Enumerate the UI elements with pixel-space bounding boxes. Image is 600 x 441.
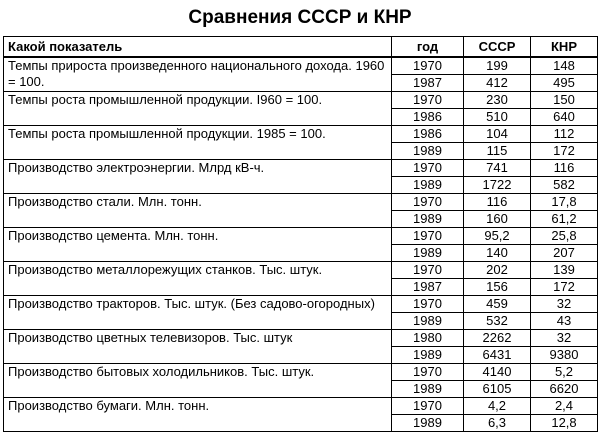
ussr-value-column — [464, 296, 531, 330]
year-cell: 1989 — [392, 210, 463, 227]
ussr-value-cell: 412 — [464, 74, 530, 91]
year-cell: 1970 — [413, 262, 442, 277]
year-column — [392, 364, 464, 398]
year-column — [392, 57, 464, 92]
prc-value-column — [531, 228, 598, 262]
header-indicator: Какой показатель — [4, 37, 392, 58]
comparison-table — [3, 36, 598, 432]
year-column — [392, 92, 464, 126]
prc-value-cell: 12,8 — [531, 414, 597, 431]
year-column — [392, 126, 464, 160]
ussr-value-column — [464, 330, 531, 364]
ussr-value-cell: 2262 — [482, 330, 512, 345]
ussr-value-cell: 202 — [486, 262, 508, 277]
table-body — [4, 57, 598, 432]
table-row — [4, 296, 598, 330]
prc-value-cell: 5,2 — [554, 364, 574, 379]
table-row — [4, 57, 598, 92]
prc-value-cell: 2,4 — [554, 398, 574, 413]
year-cell: 1989 — [392, 380, 463, 397]
year-cell: 1970 — [413, 398, 442, 413]
year-column — [392, 398, 464, 432]
prc-value-column — [531, 126, 598, 160]
indicator-cell: Темпы роста промышленной продукции. I960 = 100. — [4, 92, 392, 126]
prc-value-column — [531, 398, 598, 432]
ussr-value-column — [464, 194, 531, 228]
prc-value-cell: 640 — [531, 108, 597, 125]
table-row — [4, 126, 598, 160]
year-column — [392, 160, 464, 194]
table-row — [4, 330, 598, 364]
prc-value-cell: 61,2 — [531, 210, 597, 227]
prc-value-cell: 32 — [556, 296, 572, 311]
year-cell: 1970 — [413, 228, 442, 243]
ussr-value-cell: 140 — [464, 244, 530, 261]
table-row — [4, 398, 598, 432]
ussr-value-column — [464, 398, 531, 432]
year-cell: 1986 — [392, 108, 463, 125]
table-row — [4, 194, 598, 228]
year-cell: 1970 — [413, 92, 442, 107]
prc-value-column — [531, 92, 598, 126]
indicator-cell: Производство стали. Млн. тонн. — [4, 194, 392, 228]
indicator-cell: Производство бытовых холодильников. Тыс. штук. — [4, 364, 392, 398]
ussr-value-column — [464, 262, 531, 296]
ussr-value-column — [464, 126, 531, 160]
ussr-value-cell: 230 — [486, 92, 508, 107]
ussr-value-cell: 741 — [486, 160, 508, 175]
year-cell: 1989 — [392, 346, 463, 363]
table-row — [4, 364, 598, 398]
ussr-value-cell: 6,3 — [464, 414, 530, 431]
indicator-cell: Производство цемента. Млн. тонн. — [4, 228, 392, 262]
prc-value-column — [531, 160, 598, 194]
prc-value-cell: 139 — [553, 262, 575, 277]
header-prc: КНР — [531, 37, 598, 58]
ussr-value-cell: 160 — [464, 210, 530, 227]
ussr-value-column — [464, 228, 531, 262]
indicator-cell: Производство бумаги. Млн. тонн. — [4, 398, 392, 432]
prc-value-column — [531, 262, 598, 296]
year-column — [392, 194, 464, 228]
prc-value-cell: 116 — [553, 160, 575, 175]
ussr-value-column — [464, 92, 531, 126]
table-row — [4, 228, 598, 262]
prc-value-cell: 148 — [553, 58, 575, 73]
year-cell: 1970 — [413, 364, 442, 379]
year-column — [392, 228, 464, 262]
prc-value-cell: 43 — [531, 312, 597, 329]
header-ussr: СССР — [464, 37, 531, 58]
ussr-value-cell: 156 — [464, 278, 530, 295]
year-cell: 1989 — [392, 142, 463, 159]
ussr-value-cell: 104 — [486, 126, 508, 141]
ussr-value-cell: 199 — [486, 58, 508, 73]
ussr-value-column — [464, 364, 531, 398]
indicator-cell: Производство металлорежущих станков. Тыс. штук. — [4, 262, 392, 296]
prc-value-cell: 495 — [531, 74, 597, 91]
ussr-value-column — [464, 57, 531, 92]
year-cell: 1989 — [392, 414, 463, 431]
prc-value-cell: 172 — [531, 142, 597, 159]
year-cell: 1989 — [392, 312, 463, 329]
ussr-value-cell: 510 — [464, 108, 530, 125]
prc-value-cell: 6620 — [531, 380, 597, 397]
year-cell: 1980 — [413, 330, 442, 345]
table-row — [4, 160, 598, 194]
prc-value-cell: 112 — [553, 126, 575, 141]
year-column — [392, 296, 464, 330]
ussr-value-cell: 115 — [464, 142, 530, 159]
prc-value-column — [531, 194, 598, 228]
year-cell: 1989 — [392, 176, 463, 193]
indicator-cell: Производство электроэнергии. Млрд кВ-ч. — [4, 160, 392, 194]
prc-value-cell: 9380 — [531, 346, 597, 363]
prc-value-cell: 207 — [531, 244, 597, 261]
year-cell: 1970 — [413, 296, 442, 311]
ussr-value-cell: 459 — [486, 296, 508, 311]
year-cell: 1970 — [413, 160, 442, 175]
table-row — [4, 262, 598, 296]
year-cell: 1986 — [413, 126, 442, 141]
ussr-value-cell: 116 — [486, 194, 508, 209]
prc-value-cell: 32 — [556, 330, 572, 345]
year-column — [392, 330, 464, 364]
prc-value-cell: 172 — [531, 278, 597, 295]
indicator-cell: Темпы прироста произведенного национального дохода. 1960 = 100. — [4, 57, 392, 92]
ussr-value-cell: 6431 — [464, 346, 530, 363]
indicator-cell: Темпы роста промышленной продукции. 1985 = 100. — [4, 126, 392, 160]
table-row — [4, 92, 598, 126]
prc-value-cell: 17,8 — [551, 194, 577, 209]
ussr-value-cell: 95,2 — [484, 228, 510, 243]
prc-value-column — [531, 330, 598, 364]
year-cell: 1970 — [413, 194, 442, 209]
page-title: Сравнения СССР и КНР — [188, 7, 412, 28]
indicator-cell: Производство тракторов. Тыс. штук. (Без садово-огородных) — [4, 296, 392, 330]
ussr-value-column — [464, 160, 531, 194]
prc-value-cell: 582 — [531, 176, 597, 193]
prc-value-cell: 25,8 — [551, 228, 577, 243]
prc-value-column — [531, 364, 598, 398]
table-header-row — [4, 37, 598, 58]
ussr-value-cell: 6105 — [464, 380, 530, 397]
ussr-value-cell: 532 — [464, 312, 530, 329]
year-cell: 1970 — [413, 58, 442, 73]
year-cell: 1989 — [392, 244, 463, 261]
prc-value-cell: 150 — [553, 92, 575, 107]
year-cell: 1987 — [392, 74, 463, 91]
year-cell: 1987 — [392, 278, 463, 295]
indicator-cell: Производство цветных телевизоров. Тыс. штук — [4, 330, 392, 364]
year-column — [392, 262, 464, 296]
header-year: год — [392, 37, 464, 58]
prc-value-column — [531, 57, 598, 92]
ussr-value-cell: 1722 — [464, 176, 530, 193]
ussr-value-cell: 4140 — [482, 364, 512, 379]
ussr-value-cell: 4,2 — [487, 398, 507, 413]
prc-value-column — [531, 296, 598, 330]
